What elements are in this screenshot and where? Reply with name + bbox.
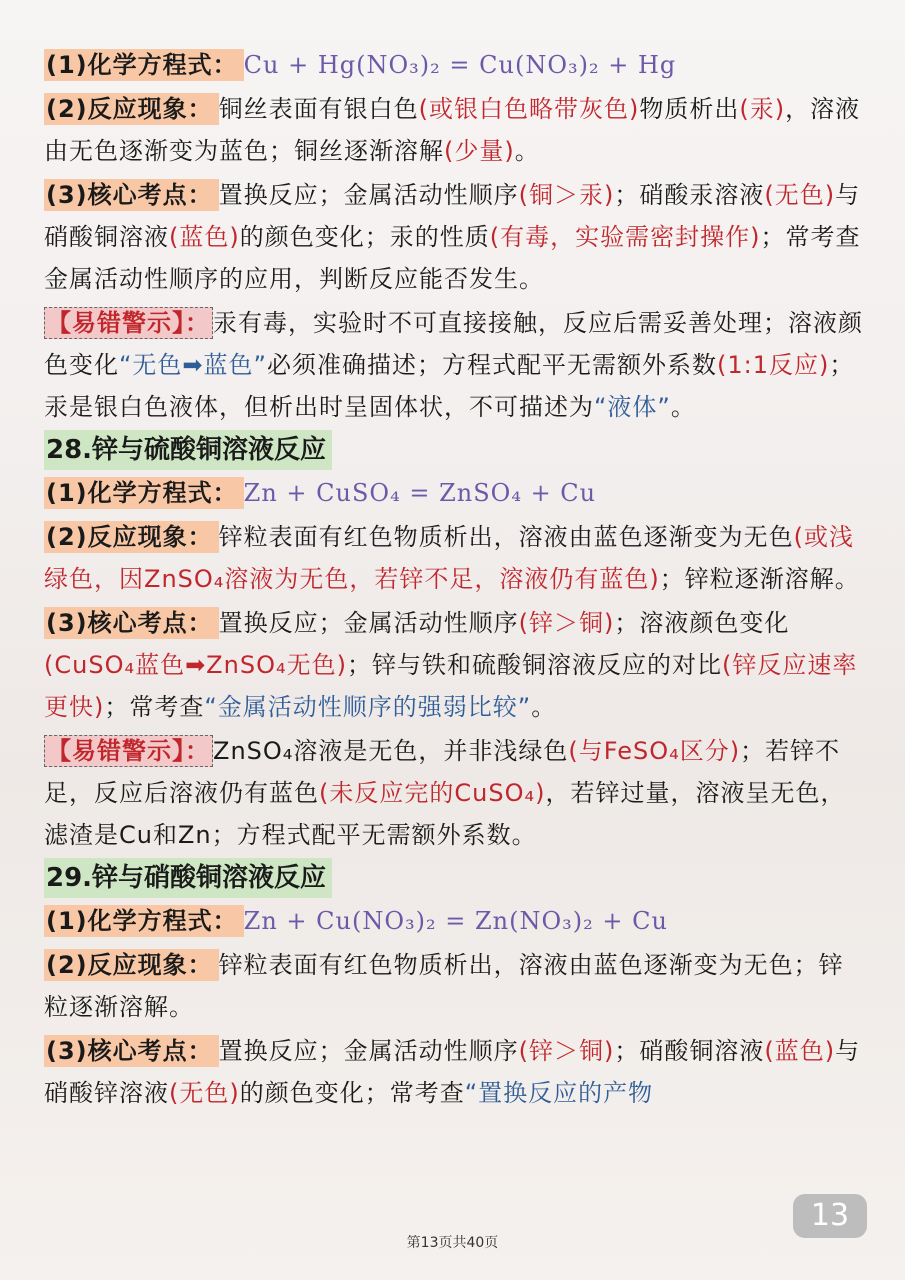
warning-label: 【易错警示】： (44, 307, 213, 339)
text: ；锌与铁和硫酸铜溶液反应的对比 (346, 651, 722, 679)
text: 。 (531, 693, 557, 721)
note: (与FeSO₄区分) (568, 737, 741, 765)
equation-row (44, 44, 864, 86)
text: 锌粒表面有红色物质析出，溶液由蓝色逐渐变为无色 (218, 523, 794, 551)
text: 。 (514, 137, 540, 165)
text: 置换反应；金属活动性顺序 (218, 1037, 519, 1065)
key-points-label: (3)核心考点： (44, 1035, 219, 1067)
key-points-paragraph (44, 1030, 864, 1114)
note: (1:1反应) (716, 351, 830, 379)
warning-paragraph (44, 302, 864, 428)
phenomenon-paragraph (44, 88, 864, 172)
equation-row (44, 472, 864, 514)
key-points-label: (3)核心考点： (44, 607, 219, 639)
text: 的颜色变化；汞的性质 (239, 223, 490, 251)
text: 与硝酸铜溶液 (44, 181, 861, 251)
phenomenon-label: (2)反应现象： (44, 93, 219, 125)
quote: “金属活动性顺序的强弱比较” (204, 693, 532, 721)
section-title: 28.锌与硫酸铜溶液反应 (44, 430, 332, 470)
text: ；硝酸汞溶液 (614, 181, 765, 209)
text: ；常考查 (104, 693, 205, 721)
phenomenon-paragraph (44, 516, 864, 600)
note: (蓝色) (169, 223, 240, 251)
key-points-label: (3)核心考点： (44, 179, 219, 211)
section-title: 29.锌与硝酸铜溶液反应 (44, 858, 332, 898)
key-points-paragraph (44, 602, 864, 728)
note: (蓝色) (764, 1037, 836, 1065)
equation-label: (1)化学方程式： (44, 49, 244, 81)
equation: Cu + Hg(NO₃)₂ = Cu(NO₃)₂ + Hg (243, 51, 677, 79)
text: 。 (670, 393, 696, 421)
text: 铜丝表面有银白色 (218, 95, 419, 123)
warning-paragraph (44, 730, 864, 856)
equation: Zn + CuSO₄ = ZnSO₄ + Cu (243, 479, 597, 507)
equation-label: (1)化学方程式： (44, 905, 244, 937)
text: ；溶液颜色变化 (614, 609, 790, 637)
note: (锌＞铜) (518, 1037, 615, 1065)
phenomenon-paragraph (44, 944, 864, 1028)
text: 必须准确描述；方程式配平无需额外系数 (266, 351, 717, 379)
text: 锌粒表面有红色物质析出，溶液由蓝色逐渐变为无色；锌粒逐渐溶解。 (44, 951, 844, 1021)
warning-label: 【易错警示】： (44, 735, 213, 767)
key-points-paragraph (44, 174, 864, 300)
note: (无色) (764, 181, 836, 209)
text: ZnSO₄溶液是无色，并非浅绿色 (213, 737, 569, 765)
note: (或浅绿色，因ZnSO₄溶液为无色，若锌不足，溶液仍有蓝色) (44, 523, 855, 593)
text: 与硝酸锌溶液 (44, 1037, 861, 1107)
text: ；锌粒逐渐溶解。 (659, 565, 860, 593)
note: (有毒，实验需密封操作) (489, 223, 761, 251)
text: 置换反应；金属活动性顺序 (218, 181, 519, 209)
equation-label: (1)化学方程式： (44, 477, 244, 509)
text: 物质析出 (639, 95, 740, 123)
note: (CuSO₄蓝色➡ZnSO₄无色) (44, 651, 347, 679)
note: (铜＞汞) (518, 181, 615, 209)
text: ，溶液由无色逐渐变为蓝色；铜丝逐渐溶解 (44, 95, 861, 165)
quote: “液体” (594, 393, 671, 421)
page-footer: 第13页共40页 (406, 1235, 499, 1251)
text: ，若锌过量，溶液呈无色，滤渣是Cu和Zn；方程式配平无需额外系数。 (44, 779, 846, 849)
text: ；常考查金属活动性顺序的应用，判断反应能否发生。 (44, 223, 861, 293)
text: ；硝酸铜溶液 (614, 1037, 765, 1065)
note: (或银白色略带灰色) (418, 95, 640, 123)
note: (未反应完的CuSO₄) (319, 779, 546, 807)
document-body (44, 44, 864, 1116)
text: 置换反应；金属活动性顺序 (218, 609, 519, 637)
phenomenon-label: (2)反应现象： (44, 949, 219, 981)
note: (汞) (739, 95, 786, 123)
text: 汞有毒，实验时不可直接接触，反应后需妥善处理；溶液颜色变化 (44, 309, 863, 379)
text: ；汞是银白色液体，但析出时呈固体状，不可描述为 (44, 351, 855, 421)
note: (锌＞铜) (518, 609, 615, 637)
equation: Zn + Cu(NO₃)₂ = Zn(NO₃)₂ + Cu (243, 907, 668, 935)
text: ；若锌不足，反应后溶液仍有蓝色 (44, 737, 841, 807)
phenomenon-label: (2)反应现象： (44, 521, 219, 553)
equation-row (44, 900, 864, 942)
quote: “置换反应的产物 (464, 1079, 654, 1107)
text: 的颜色变化；常考查 (239, 1079, 465, 1107)
quote: “无色➡蓝色” (119, 351, 267, 379)
note: (无色) (169, 1079, 240, 1107)
page-number-badge: 13 (793, 1194, 867, 1238)
note: (锌反应速率更快) (44, 651, 858, 721)
note: (少量) (444, 137, 515, 165)
